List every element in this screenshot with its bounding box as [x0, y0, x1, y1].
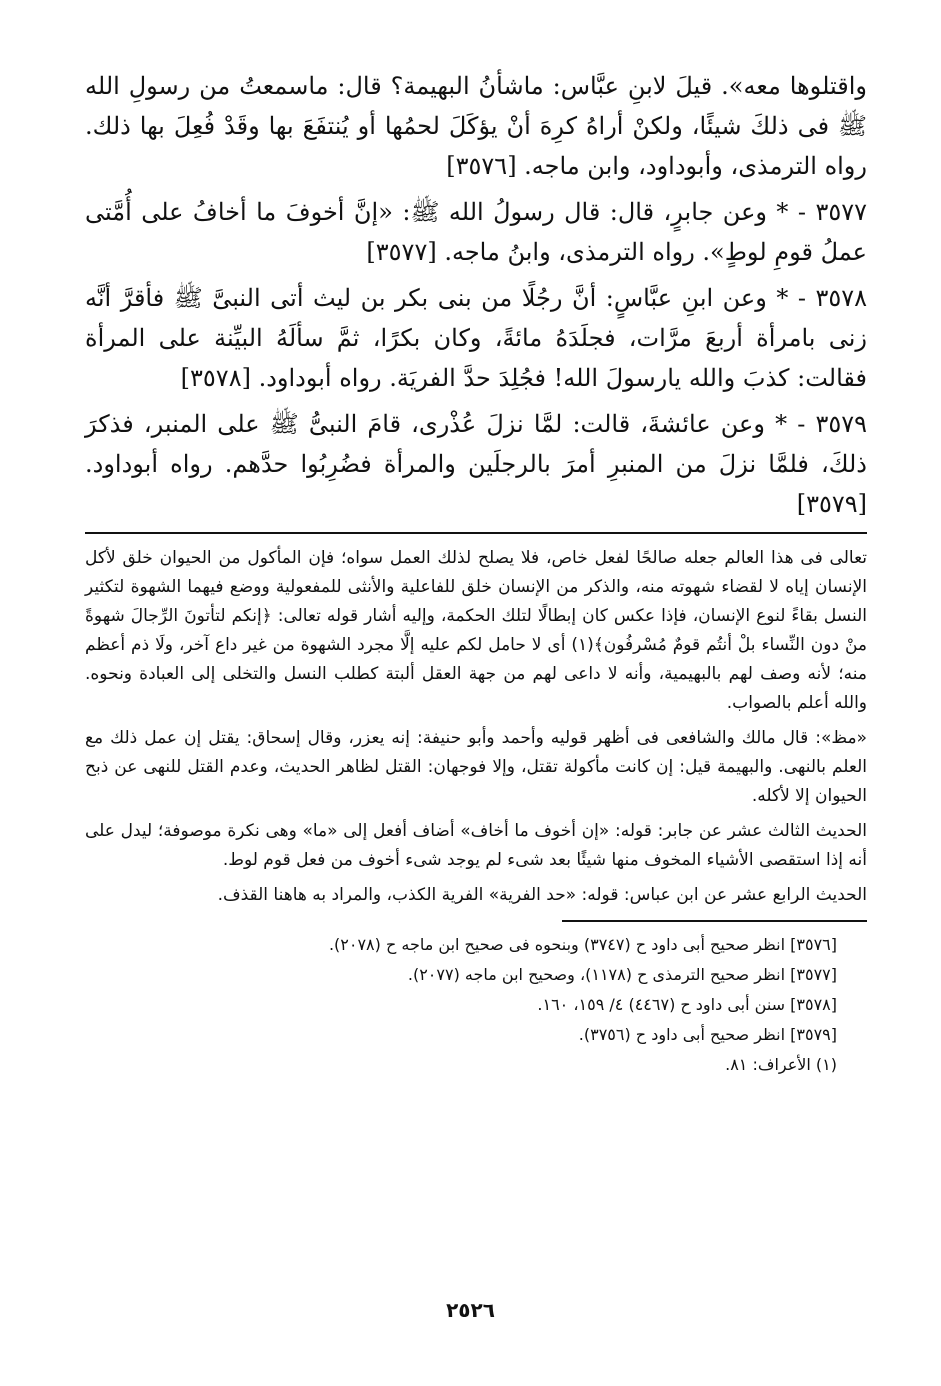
footnote-divider [562, 920, 867, 922]
footnote-item: [٣٥٧٦] انظر صحيح أبى داود ح (٣٧٤٧) وبنحوه فى صحيح ابن ماجه ح (٢٠٧٨). [328, 935, 837, 954]
hadith-paragraph-3578: ٣٥٧٨ - * وعن ابنِ عبَّاسٍ: أنَّ رجُلًا من بنى بكر بن ليث أتى النبىَّ ﷺ فأقرَّ أنَّه زنى بامرأة أربعَ مرَّات، فجلَدَهُ مائةً، وكان بكرًا، ثمَّ سألَهُ البيِّنة على المرأة فقالت: كذبَ والله يارسولَ الله! فجُلِدَ حدَّ الفريَة. رواه أبوداود. [٣٥٧٨] [85, 284, 867, 392]
hadith-paragraph-3576-end: واقتلوها معه». قيلَ لابنِ عبَّاس: ماشأنُ البهيمة؟ قال: ماسمعتُ من رسولِ الله ﷺ فى ذلكَ شيئًا، ولكنْ أراهُ كرِهَ أنْ يؤكَلَ لحمُها أو يُنتفَعَ بها وقَدْ فُعِلَ بها ذلك. رواه الترمذى، وأبوداود، وابن ماجه. [٣٥٧٦] [85, 72, 867, 180]
commentary-paragraph: «مظ»: قال مالك والشافعى فى أظهر قوليه وأحمد وأبو حنيفة: إنه يعزر، وقال إسحاق: يقتل إن عمل ذلك مع العلم بالنهى. والبهيمة قيل: إن كانت مأكولة تقتل، وإلا فوجهان: القتل لظاهر الحديث، وعدم القتل للنهى عن ذبح الحيوان إلا لأكله. [85, 728, 867, 806]
footnotes-section [85, 930, 837, 1080]
footnote-item: [٣٥٧٩] انظر صحيح أبى داود ح (٣٧٥٦). [578, 1025, 837, 1044]
commentary-section [85, 544, 867, 910]
footnote-item: [٣٥٧٨] سنن أبى داود ح (٤٤٦٧) ٤/ ١٥٩، ١٦٠. [537, 995, 837, 1014]
section-divider [85, 532, 867, 534]
commentary-paragraph: الحديث الثالث عشر عن جابر: قوله: «إن أخوف ما أخاف» أضاف أفعل إلى «ما» وهى نكرة موصوفة؛ ليدل على أنه إذا استقصى الأشياء المخوف منها شيئًا بعد شىء لم يوجد شىء أخوف من فعل قوم لوط. [85, 821, 867, 870]
page-number: ٢٥٢٦ [446, 1298, 495, 1322]
commentary-paragraph: الحديث الرابع عشر عن ابن عباس: قوله: «حد الفرية» الفرية الكذب، والمراد به هاهنا القذف. [217, 885, 867, 905]
hadith-text [85, 66, 867, 524]
hadith-paragraph-3577: ٣٥٧٧ - * وعن جابرٍ، قال: قال رسولُ الله ﷺ: «إنَّ أخوفَ ما أخافُ على أُمَّتى عملُ قومِ لوطٍ». رواه الترمذى، وابنُ ماجه. [٣٥٧٧] [85, 198, 867, 266]
page-body [85, 66, 867, 1080]
commentary-paragraph: تعالى فى هذا العالم جعله صالحًا لفعل خاص، فلا يصلح لذلك العمل سواه؛ فإن المأكول من الحيوان خلق لأكل الإنسان إياه لا لقضاء شهوته منه، والذكر من الإنسان خلق للفاعلية والأنثى للمفعولية ووضع فيهما الشهوة لتكثير النسل بقاءً لنوع الإنسان، فإذا عكس كان إبطالًا لتلك الحكمة، وإليه أشار قوله تعالى: ﴿إنكم لتأتونَ الرِّجالَ شهوةً منْ دون النِّساء بلْ أنتُم قومٌ مُسْرفُون﴾(١) أى لا حامل لكم عليه إلَّا مجرد الشهوة من غير داع آخر، ولَا ذم أعظم منه؛ لأنه وصف لهم بالبهيمية، وأنه لا داعى لهم من جهة العقل ألبتة كطلب النسل والتخلى إلى العبادة ونحوه. والله أعلم بالصواب. [85, 548, 867, 713]
footnote-item: (١) الأعراف: ٨١. [725, 1055, 837, 1074]
hadith-paragraph-3579: ٣٥٧٩ - * وعن عائشةَ، قالت: لمَّا نزلَ عُذْرى، قامَ النبىُّ ﷺ على المنبر، فذكرَ ذلكَ، فلمَّا نزلَ من المنبرِ أمرَ بالرجلَين والمرأة فضُرِبُوا حدَّهم. رواه أبوداود. [٣٥٧٩] [85, 410, 867, 518]
footnote-item: [٣٥٧٧] انظر صحيح الترمذى ح (١١٧٨)، وصحيح ابن ماجه (٢٠٧٧). [407, 965, 837, 984]
